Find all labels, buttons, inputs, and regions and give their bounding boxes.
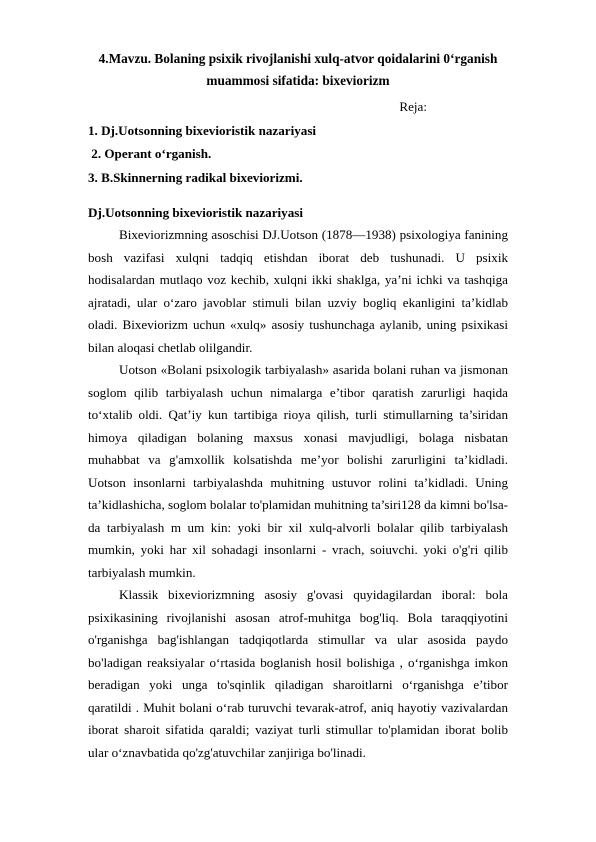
section-heading: Dj.Uotsonning bixevioristik nazariyasi [88, 205, 303, 220]
plan-outline [88, 119, 508, 189]
paragraph: Bixeviorizmning asoschisi DJ.Uotson (1878—1938) psixologiya fanining bosh vazifasi xulqni tadqiq etishdan iborat deb tushunadi. U psixik hodisalardan mutlaqo voz kechib, xulqni ikki shaklga, ya’ni ichki va tashqiga ajratadi, ular o‘zaro javoblar stimuli bilan uzviy bogliq ekanligini ta’kidlab oladi. Bixeviorizm uchun «xulq» asosiy tushunchaga aylanib, uning psixikasi bilan aloqasi chetlab olilgandir. [88, 227, 508, 355]
document-title: 4.Mavzu. Bolaning psixik rivojlanishi xulq-atvor qoidalarini 0‘rganish muammosi sifatida: bixeviorizm [98, 51, 498, 88]
outline-item: 1. Dj.Uotsonning bixevioristik nazariyasi [88, 123, 317, 138]
paragraph: Klassik bixeviorizmning asosiy g'ovasi quyidagilardan iboral: bola psixikasining rivojlanishi asosan atrof-muhitga bog'liq. Bola taraqqiyotini o'rganishga bag'ishlangan tadqiqotlarda stimullar va ular asosida paydo bo'ladigan reaksiyalar o‘rtasida boglanish hosil bolishiga , o‘rganishga imkon beradigan yoki unga to'sqinlik qiladigan sharoitlarni o‘rganishga e’tibor qaratildi . Muhit bolani o‘rab turuvchi tevarak-atrof, aniq hayotiy vazivalardan iborat sharoit sifatida qaraldi; vaziyat turli stimullar to'plamidan iborat bolib ular o‘znavbatida qo'zg'atuvchilar zanjiriga bo'linadi. [88, 587, 508, 760]
plan-label: Reja: [399, 99, 427, 114]
outline-item: 3. B.Skinnerning radikal bixeviorizmi. [88, 169, 303, 185]
paragraph: Uotson «Bolani psixologik tarbiyalash» asarida bolani ruhan va jismonan soglom qilib tarbiyalash uchun nimalarga e’tibor qaratish zarurligi haqida to‘xtalib oldi. Qat’iy kun tartibiga rioya qilish, turli stimullarning ta’siridan himoya qiladigan bolaning maxsus xonasi mavjudligi, bolaga nisbatan muhabbat va g'amxollik kolsatishda me’yor bolishi zarurligini ta’kidladi. Uotson insonlarni tarbiyalashda muhitning ustuvor rolini ta’kidladi. Uning ta’kidlashicha, soglom bolalar to'plamidan muhitning ta’siri128 da kimni bo'lsa-da tarbiyalash m um kin: yoki bir xil xulq-alvorli bolalar qilib tarbiyalash mumkin, yoki har xil sohadagi insonlarni - vrach, soiuvchi. yoki o'g'ri qilib tarbiyalash mumkin. [88, 362, 508, 580]
body-text [88, 224, 508, 764]
outline-item: 2. Operant o‘rganish. [88, 146, 212, 162]
